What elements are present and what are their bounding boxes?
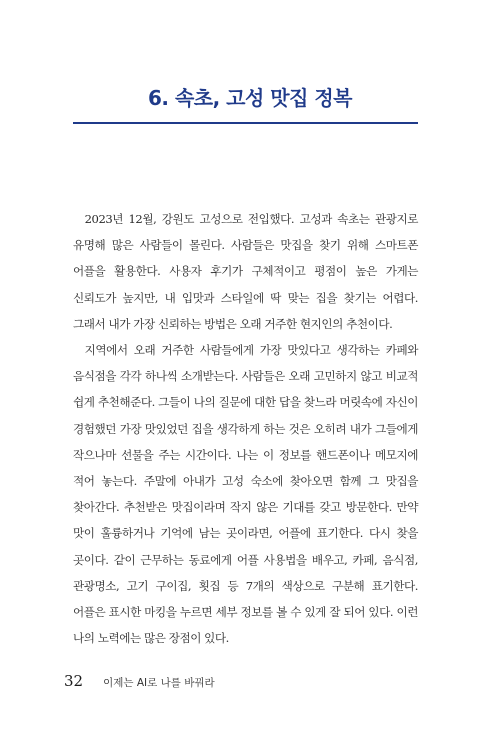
paragraph-1: 2023년 12월, 강원도 고성으로 전입했다. 고성과 속초는 관광지로 유명해 많은 사람들이 몰린다. 사람들은 맛집을 찾기 위해 스마트폰 어플을 활용한다. 사용자 후기가 구체적이고 평점이 높은 가게는 신뢰도가 높지만, 내 입맛과 스타일에 딱 맞는 집을 찾기는 어렵다. 그래서 내가 가장 신뢰하는 방법은 오래 거주한 현지인의 추천이다.: [73, 212, 418, 331]
chapter-title: 6. 속초, 고성 맛집 정복: [147, 86, 353, 110]
page-footer: [64, 672, 215, 690]
title-divider: [73, 122, 418, 124]
paragraph-2: 지역에서 오래 거주한 사람들에게 가장 맛있다고 생각하는 카페와 음식점을 각각 하나씩 소개받는다. 사람들은 오래 고민하지 않고 비교적 쉽게 추천해준다. 그들이 나의 질문에 대한 답을 찾느라 머릿속에 자신이 경험했던 가장 맛있었던 집을 생각하게 하는 것은 오히려 내가 그들에게 작으나마 선물을 주는 시간이다. 나는 이 정보를 핸드폰이나 메모지에 적어 놓는다. 주말에 아내가 고성 숙소에 찾아오면 함께 그 맛집을 찾아간다. 추천받은 맛집이라며 작지 않은 기대를 갖고 방문한다. 만약 맛이 훌륭하거나 기억에 남는 곳이라면, 어플에 표기한다. 다시 찾을 곳이다. 같이 근무하는 동료에게 어플 사용법을 배우고, 카페, 음식점, 관광명소, 고기 구이집, 횟집 등 7개의 색상으로 구분해 표기한다. 어플은 표시한 마킹을 누르면 세부 정보를 볼 수 있게 잘 되어 있다. 이런 나의 노력에는 많은 장점이 있다.: [73, 343, 418, 646]
running-book-title: 이제는 AI로 나를 바꿔라: [103, 677, 215, 689]
body-text: [73, 206, 418, 651]
page-number: 32: [64, 672, 84, 690]
